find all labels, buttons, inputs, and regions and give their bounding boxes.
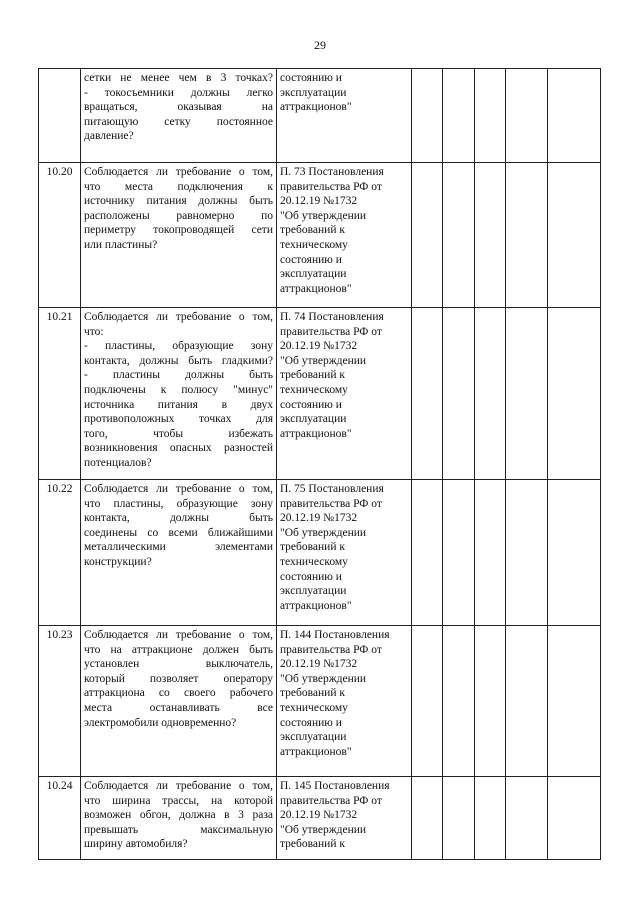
- empty-answer-cell[interactable]: [443, 308, 475, 480]
- requirement-question: [81, 308, 277, 480]
- reference-line: эксплуатации: [280, 413, 347, 426]
- reference-line: требований к: [280, 838, 345, 851]
- item-number: 10.20: [39, 163, 81, 308]
- question-line: конструкции?: [84, 555, 152, 568]
- reference-line: техническому: [280, 238, 348, 251]
- reference-line: состоянию и: [280, 570, 342, 583]
- question-line: - пластины должны быть: [84, 369, 273, 382]
- reference-line: "Об утверждении: [280, 209, 367, 222]
- question-line: давление?: [84, 130, 134, 143]
- reference-line: эксплуатации: [280, 731, 347, 744]
- question-line: что:: [84, 325, 104, 338]
- empty-answer-cell[interactable]: [475, 626, 506, 777]
- empty-answer-cell[interactable]: [506, 777, 548, 860]
- legal-reference: [277, 777, 412, 860]
- question-line: или пластины?: [84, 238, 158, 251]
- empty-answer-cell[interactable]: [548, 69, 601, 163]
- reference-line: требований к: [280, 541, 345, 554]
- empty-answer-cell[interactable]: [548, 480, 601, 626]
- reference-line: техническому: [280, 383, 348, 396]
- empty-answer-cell[interactable]: [475, 308, 506, 480]
- reference-line: правительства РФ от: [280, 497, 382, 510]
- question-line: Соблюдается ли требование о том,: [84, 311, 273, 323]
- question-line: который позволяет оператору: [84, 672, 273, 685]
- empty-answer-cell[interactable]: [506, 163, 548, 308]
- empty-answer-cell[interactable]: [443, 777, 475, 860]
- requirement-question: [81, 626, 277, 777]
- reference-line: правительства РФ от: [280, 794, 382, 807]
- empty-answer-cell[interactable]: [548, 308, 601, 480]
- reference-line: требований к: [280, 369, 345, 382]
- question-line: источнику питания должны быть: [84, 195, 273, 208]
- empty-answer-cell[interactable]: [412, 163, 443, 308]
- empty-answer-cell[interactable]: [475, 480, 506, 626]
- question-line: что места подключения к: [84, 180, 273, 193]
- question-line: Соблюдается ли требование о том,: [84, 780, 273, 792]
- question-line: расположены равномерно по: [84, 209, 273, 222]
- question-line: того, чтобы избежать: [84, 427, 273, 440]
- empty-answer-cell[interactable]: [443, 69, 475, 163]
- empty-answer-cell[interactable]: [506, 69, 548, 163]
- reference-line: П. 145 Постановления: [280, 780, 390, 792]
- question-line: что пластины, образующие зону: [84, 497, 273, 510]
- question-line: ширину автомобиля?: [84, 838, 188, 851]
- reference-line: правительства РФ от: [280, 180, 382, 193]
- legal-reference: [277, 69, 412, 163]
- question-line: соединены со всеми ближайшими: [84, 526, 273, 539]
- requirement-question: [81, 777, 277, 860]
- reference-line: эксплуатации: [280, 86, 347, 99]
- requirement-question: [81, 163, 277, 308]
- reference-line: состоянию и: [280, 72, 342, 84]
- reference-line: требований к: [280, 687, 345, 700]
- question-line: что на аттракционе должен быть: [84, 643, 273, 656]
- table-row: [39, 777, 601, 860]
- question-line: - пластины, образующие зону: [84, 340, 273, 353]
- item-number: [39, 69, 81, 163]
- empty-answer-cell[interactable]: [412, 69, 443, 163]
- reference-line: аттракционов": [280, 745, 352, 758]
- reference-line: 20.12.19 №1732: [280, 658, 358, 671]
- question-line: превышать максимальную: [84, 823, 273, 836]
- reference-line: аттракционов": [280, 599, 352, 612]
- empty-answer-cell[interactable]: [443, 480, 475, 626]
- empty-answer-cell[interactable]: [506, 626, 548, 777]
- empty-answer-cell[interactable]: [475, 163, 506, 308]
- reference-line: аттракционов": [280, 427, 352, 440]
- question-line: контакта, должны быть гладкими?: [84, 354, 273, 367]
- reference-line: эксплуатации: [280, 585, 347, 598]
- item-number: 10.23: [39, 626, 81, 777]
- question-line: электромобили одновременно?: [84, 716, 237, 729]
- table-row: [39, 308, 601, 480]
- table-row: [39, 626, 601, 777]
- question-line: что ширина трассы, на которой: [84, 794, 273, 807]
- question-line: возникновения опасных разностей: [84, 442, 273, 455]
- requirement-question: [81, 69, 277, 163]
- reference-line: "Об утверждении: [280, 526, 367, 539]
- reference-line: П. 74 Постановления: [280, 311, 384, 323]
- reference-line: П. 73 Постановления: [280, 166, 384, 178]
- reference-line: техническому: [280, 555, 348, 568]
- question-line: Соблюдается ли требование о том,: [84, 166, 273, 178]
- requirement-question: [81, 480, 277, 626]
- item-number: 10.24: [39, 777, 81, 860]
- empty-answer-cell[interactable]: [412, 626, 443, 777]
- reference-line: правительства РФ от: [280, 325, 382, 338]
- reference-line: "Об утверждении: [280, 672, 367, 685]
- reference-line: состоянию и: [280, 253, 342, 266]
- question-line: периметру токопроводящей сети: [84, 224, 273, 237]
- question-line: установлен выключатель,: [84, 658, 273, 671]
- empty-answer-cell[interactable]: [506, 480, 548, 626]
- empty-answer-cell[interactable]: [443, 626, 475, 777]
- reference-line: "Об утверждении: [280, 354, 367, 367]
- legal-reference: [277, 480, 412, 626]
- question-line: противоположных точках для: [84, 413, 273, 426]
- reference-line: 20.12.19 №1732: [280, 809, 358, 822]
- question-line: вращаться, оказывая на: [84, 101, 273, 114]
- empty-answer-cell[interactable]: [412, 777, 443, 860]
- reference-line: П. 144 Постановления: [280, 629, 390, 641]
- reference-line: требований к: [280, 224, 345, 237]
- question-line: потенциалов?: [84, 456, 152, 469]
- item-number: 10.22: [39, 480, 81, 626]
- question-line: возможен обгон, должна в 3 раза: [84, 809, 273, 822]
- reference-line: состоянию и: [280, 398, 342, 411]
- question-line: контакта, должны быть: [84, 512, 273, 525]
- reference-line: состоянию и: [280, 716, 342, 729]
- table-row: [39, 69, 601, 163]
- empty-answer-cell[interactable]: [412, 480, 443, 626]
- table-row: [39, 480, 601, 626]
- empty-answer-cell[interactable]: [548, 777, 601, 860]
- reference-line: 20.12.19 №1732: [280, 195, 358, 208]
- empty-answer-cell[interactable]: [443, 163, 475, 308]
- reference-line: 20.12.19 №1732: [280, 512, 358, 525]
- question-line: металлическими элементами: [84, 541, 273, 554]
- question-line: аттракциона со своего рабочего: [84, 687, 273, 700]
- reference-line: П. 75 Постановления: [280, 483, 384, 495]
- reference-line: 20.12.19 №1732: [280, 340, 358, 353]
- empty-answer-cell[interactable]: [548, 163, 601, 308]
- question-line: подключены к полюсу "минус": [84, 383, 273, 396]
- reference-line: "Об утверждении: [280, 823, 367, 836]
- empty-answer-cell[interactable]: [548, 626, 601, 777]
- legal-reference: [277, 626, 412, 777]
- legal-reference: [277, 163, 412, 308]
- checklist-table: [38, 68, 601, 860]
- question-line: Соблюдается ли требование о том,: [84, 629, 273, 641]
- question-line: места останавливать все: [84, 701, 273, 714]
- empty-answer-cell[interactable]: [412, 308, 443, 480]
- legal-reference: [277, 308, 412, 480]
- page-number: 29: [314, 38, 326, 52]
- question-line: питающую сетку постоянное: [84, 115, 273, 128]
- empty-answer-cell[interactable]: [506, 308, 548, 480]
- reference-line: аттракционов": [280, 282, 352, 295]
- question-line: источника питания в двух: [84, 398, 273, 411]
- table-row: [39, 163, 601, 308]
- question-line: Соблюдается ли требование о том,: [84, 483, 273, 495]
- reference-line: правительства РФ от: [280, 643, 382, 656]
- empty-answer-cell[interactable]: [475, 69, 506, 163]
- item-number: 10.21: [39, 308, 81, 480]
- reference-line: техническому: [280, 701, 348, 714]
- empty-answer-cell[interactable]: [475, 777, 506, 860]
- reference-line: эксплуатации: [280, 268, 347, 281]
- table-body: [39, 69, 601, 860]
- reference-line: аттракционов": [280, 101, 352, 114]
- question-line: сетки не менее чем в 3 точках?: [84, 72, 273, 84]
- question-line: - токосъемники должны легко: [84, 86, 273, 99]
